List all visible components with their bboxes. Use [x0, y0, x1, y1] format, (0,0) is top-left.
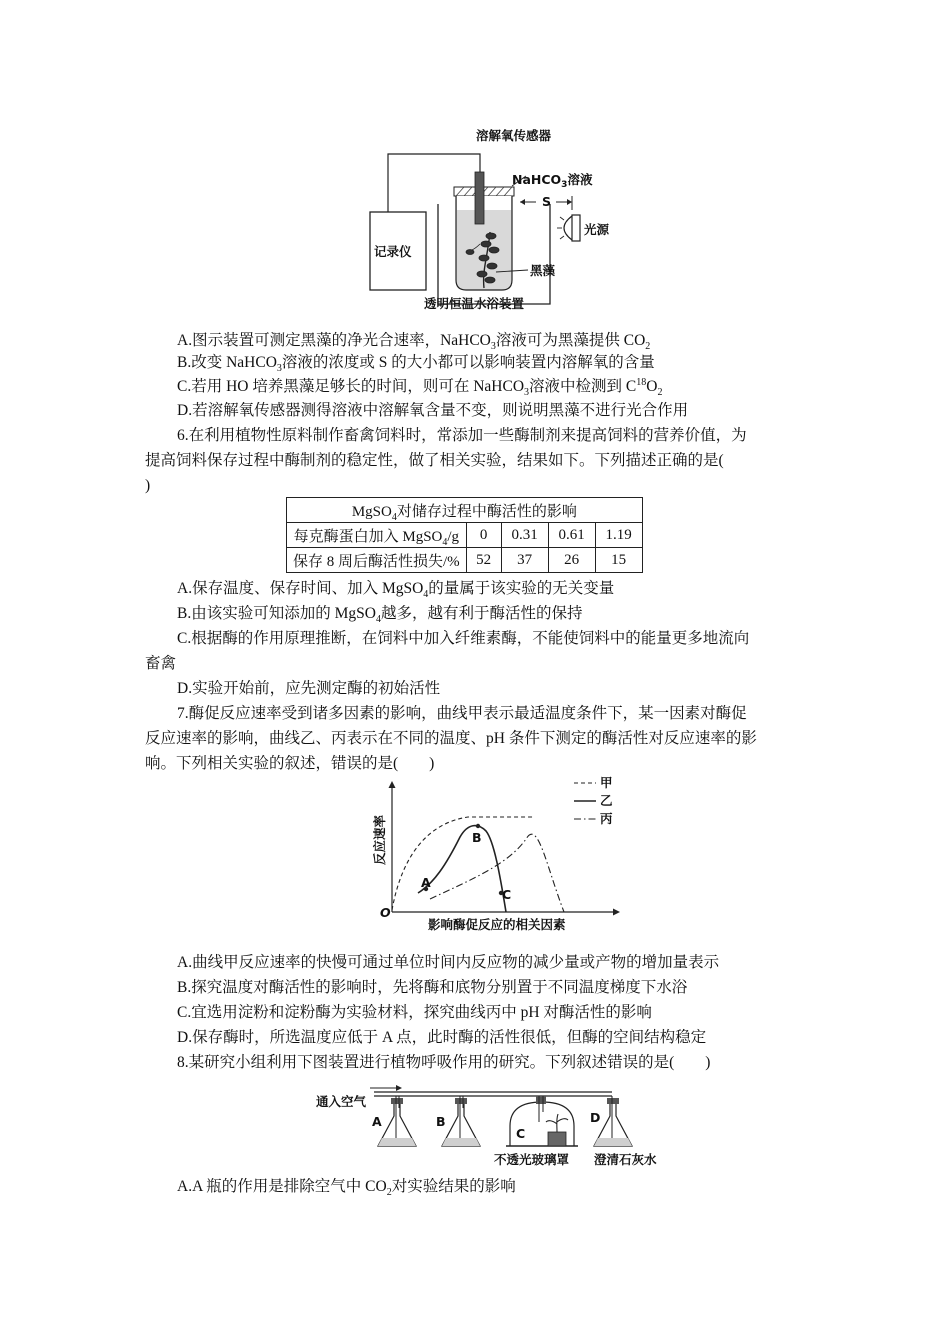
- flask-b: [442, 1096, 480, 1146]
- q6-option-c-line2: 畜禽: [145, 655, 177, 672]
- q5-option-d: D.若溶解氧传感器测得溶液中溶解氧含量不变，则说明黑藻不进行光合作用: [177, 402, 689, 419]
- plant-pot: [548, 1132, 566, 1146]
- flask-label-b: B: [436, 1114, 446, 1129]
- x-axis-label: 影响酶促反应的相关因素: [428, 917, 566, 932]
- flask-label-c: C: [516, 1126, 526, 1141]
- mgso4-table: [286, 497, 643, 573]
- legend-label-bing: 丙: [600, 811, 613, 826]
- series-jia-line: [392, 817, 534, 910]
- q6-option-d: D.实验开始前，应先测定酶的初始活性: [177, 680, 441, 697]
- point-b-label: B: [472, 830, 482, 845]
- q6-option-a: A.保存温度、保存时间、加入 MgSO$_4$的量属于该实验的无关变量: [177, 580, 615, 601]
- table-cell: 15: [595, 548, 642, 573]
- series-bing-line: [430, 834, 564, 912]
- y-axis-label: 反应速率: [372, 814, 387, 865]
- recorder-label: 记录仪: [374, 244, 412, 259]
- q7-stem-line3: 响。下列相关实验的叙述，错误的是( ): [145, 755, 435, 772]
- table-row: [287, 523, 643, 548]
- light-source-icon: [557, 215, 580, 241]
- figure1-caption: 透明恒温水浴装置: [424, 296, 525, 311]
- point-c-label: C: [502, 887, 512, 902]
- table-cell: 26: [548, 548, 595, 573]
- table-title: MgSO$_4$对储存过程中酶活性的影响: [287, 498, 643, 523]
- table-cell: 1.19: [595, 523, 642, 548]
- legend-label-yi: 乙: [600, 793, 613, 808]
- sensor-label: 溶解氧传感器: [476, 128, 552, 143]
- respiration-apparatus-figure: [312, 1082, 682, 1170]
- q5-option-b: B.改变 NaHCO$_3$溶液的浓度或 S 的大小都可以影响装置内溶解氧的含量: [177, 354, 655, 375]
- point-b: [476, 824, 480, 828]
- q6-stem-line3: ): [145, 477, 151, 494]
- q7-option-d: D.保存酶时，所选温度应低于 A 点，此时酶的活性很低，但酶的空间结构稳定: [177, 1029, 707, 1046]
- table-cell: 52: [466, 548, 501, 573]
- q8-option-a: A.A 瓶的作用是排除空气中 $CO_2$对实验结果的影响: [177, 1178, 516, 1199]
- table-row: [287, 548, 643, 573]
- q7-option-a: A.曲线甲反应速率的快慢可通过单位时间内反应物的减少量或产物的增加量表示: [177, 954, 720, 971]
- y-axis-arrow: [389, 781, 396, 788]
- origin-label: O: [380, 905, 391, 920]
- q5-option-a: A.图示装置可测定黑藻的净光合速率，NaHCO$_3$溶液可为黑藻提供 $CO_2$: [177, 332, 651, 353]
- row1-label: 每克酶蛋白加入 MgSO$_4$/g: [287, 523, 467, 548]
- table-title-row: [287, 498, 643, 523]
- solution-label: NaHCO$_3$溶液: [512, 172, 593, 190]
- q6-option-c-line1: C.根据酶的作用原理推断，在饲料中加入纤维素酶，不能使饲料中的能量更多地流向: [177, 630, 750, 647]
- flask-a: [378, 1096, 416, 1146]
- flask-label-d: D: [590, 1110, 601, 1125]
- q5-option-c: C.若用 HO 培养黑藻足够长的时间，则可在 NaHCO$_3$溶液中检测到 $C^{18}O_2$: [177, 376, 663, 399]
- q6-option-b: B.由该实验可知添加的 MgSO$_4$越多，越有利于酶活性的保持: [177, 605, 583, 626]
- rate-chart: [368, 775, 628, 937]
- q7-stem-line1: 7.酶促反应速率受到诸多因素的影响，曲线甲表示最适温度条件下，某一因素对酶促: [177, 705, 747, 722]
- s-label: S: [542, 194, 552, 209]
- q7-option-c: C.宜选用淀粉和淀粉酶为实验材料，探究曲线丙中 pH 对酶活性的影响: [177, 1004, 652, 1021]
- q8-stem: 8.某研究小组利用下图装置进行植物呼吸作用的研究。下列叙述错误的是( ): [177, 1054, 711, 1071]
- apparatus-figure: [360, 120, 650, 320]
- legend: [574, 775, 613, 826]
- q7-option-b: B.探究温度对酶活性的影响时，先将酶和底物分别置于不同温度梯度下水浴: [177, 979, 688, 996]
- plant-label: 黑藻: [530, 263, 556, 278]
- point-a-label: A: [421, 875, 431, 890]
- flask-label-a: A: [372, 1114, 382, 1129]
- q6-stem-line1: 6.在利用植物性原料制作畜禽饲料时，常添加一些酶制剂来提高饲料的营养价值，为: [177, 427, 747, 444]
- row2-label: 保存 8 周后酶活性损失/%: [287, 548, 467, 573]
- table-cell: 37: [501, 548, 548, 573]
- q6-stem-line2: 提高饲料保存过程中酶制剂的稳定性，做了相关实验，结果如下。下列描述正确的是(: [145, 452, 724, 469]
- light-label: 光源: [584, 222, 610, 237]
- air-label: 通入空气: [316, 1094, 367, 1109]
- x-axis-arrow: [613, 909, 620, 916]
- table-cell: 0.31: [501, 523, 548, 548]
- table-cell: 0: [466, 523, 501, 548]
- table-cell: 0.61: [548, 523, 595, 548]
- legend-label-jia: 甲: [600, 775, 613, 790]
- lime-water-label: 澄清石灰水: [594, 1152, 657, 1167]
- cover-label: 不透光玻璃罩: [494, 1152, 570, 1167]
- q7-stem-line2: 反应速率的影响，曲线乙、丙表示在不同的温度、pH 条件下测定的酶活性对反应速率的影: [145, 730, 757, 747]
- sensor-probe: [475, 172, 484, 224]
